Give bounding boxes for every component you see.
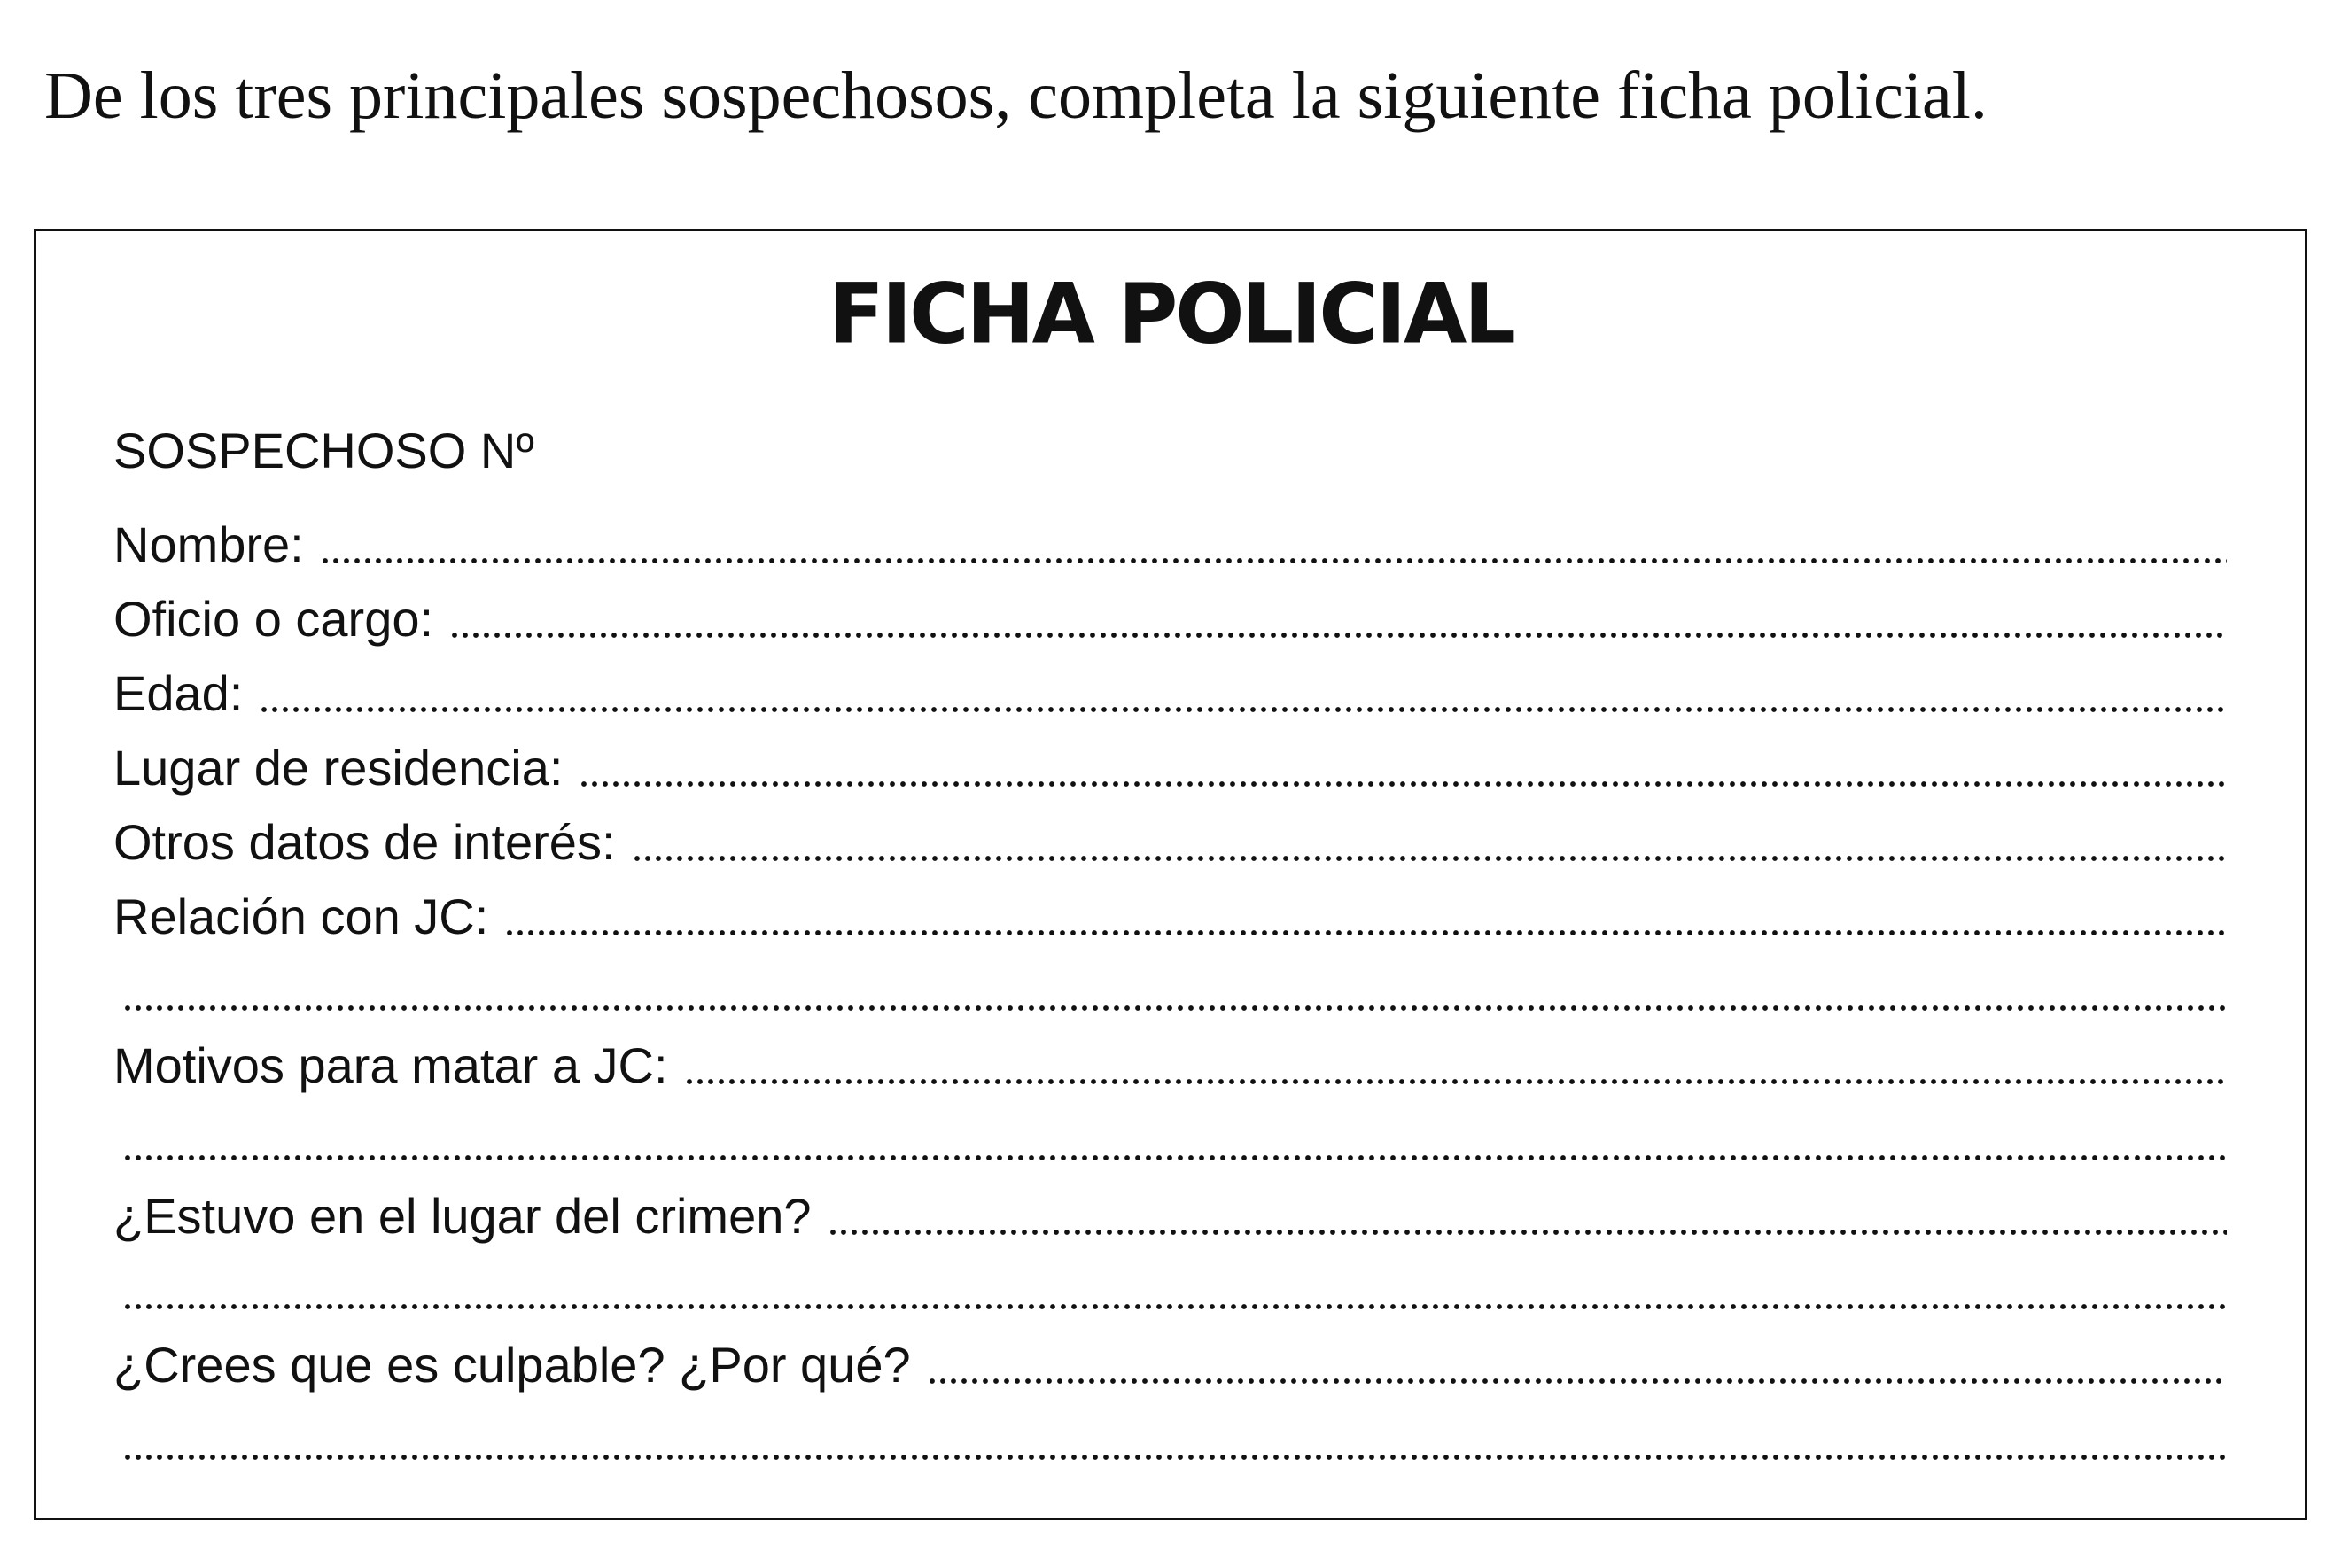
dotted-answer-line[interactable]	[259, 705, 2227, 714]
field-label: Oficio o cargo:	[113, 591, 434, 647]
dotted-answer-line[interactable]	[320, 556, 2227, 565]
field-label: Edad:	[113, 665, 244, 721]
field-culpable	[113, 1332, 2227, 1398]
dotted-continuation-line[interactable]	[122, 1004, 2227, 1013]
suspect-number-label: SOSPECHOSO Nº	[113, 423, 534, 478]
field-motivos	[113, 1033, 2227, 1098]
field-label: ¿Crees que es culpable? ¿Por qué?	[113, 1337, 911, 1393]
dotted-answer-line[interactable]	[684, 1077, 2227, 1086]
dotted-continuation-line[interactable]	[122, 1302, 2227, 1311]
field-oficio	[113, 586, 2227, 652]
field-label: Motivos para matar a JC:	[113, 1037, 668, 1093]
field-nombre	[113, 512, 2227, 578]
field-label: Relación con JC:	[113, 889, 489, 944]
card-title: FICHA POLICIAL	[829, 265, 1513, 363]
dotted-answer-line[interactable]	[927, 1377, 2227, 1386]
dotted-answer-line[interactable]	[632, 854, 2227, 863]
field-residencia	[113, 735, 2227, 801]
field-otros-datos	[113, 810, 2227, 875]
field-relacion	[113, 884, 2227, 950]
field-label: Otros datos de interés:	[113, 814, 616, 870]
dotted-answer-line[interactable]	[504, 928, 2227, 937]
field-label: ¿Estuvo en el lugar del crimen?	[113, 1188, 812, 1244]
dotted-continuation-line[interactable]	[122, 1153, 2227, 1162]
dotted-continuation-line[interactable]	[122, 1453, 2227, 1462]
field-label: Nombre:	[113, 516, 304, 572]
dotted-answer-line[interactable]	[828, 1228, 2228, 1237]
field-lugar-crimen	[113, 1184, 2227, 1249]
instruction-text: De los tres principales sospechosos, completa la siguiente ficha policial.	[44, 58, 1988, 133]
dotted-answer-line[interactable]	[579, 780, 2227, 788]
field-label: Lugar de residencia:	[113, 740, 564, 796]
dotted-answer-line[interactable]	[449, 631, 2227, 640]
field-edad	[113, 661, 2227, 726]
